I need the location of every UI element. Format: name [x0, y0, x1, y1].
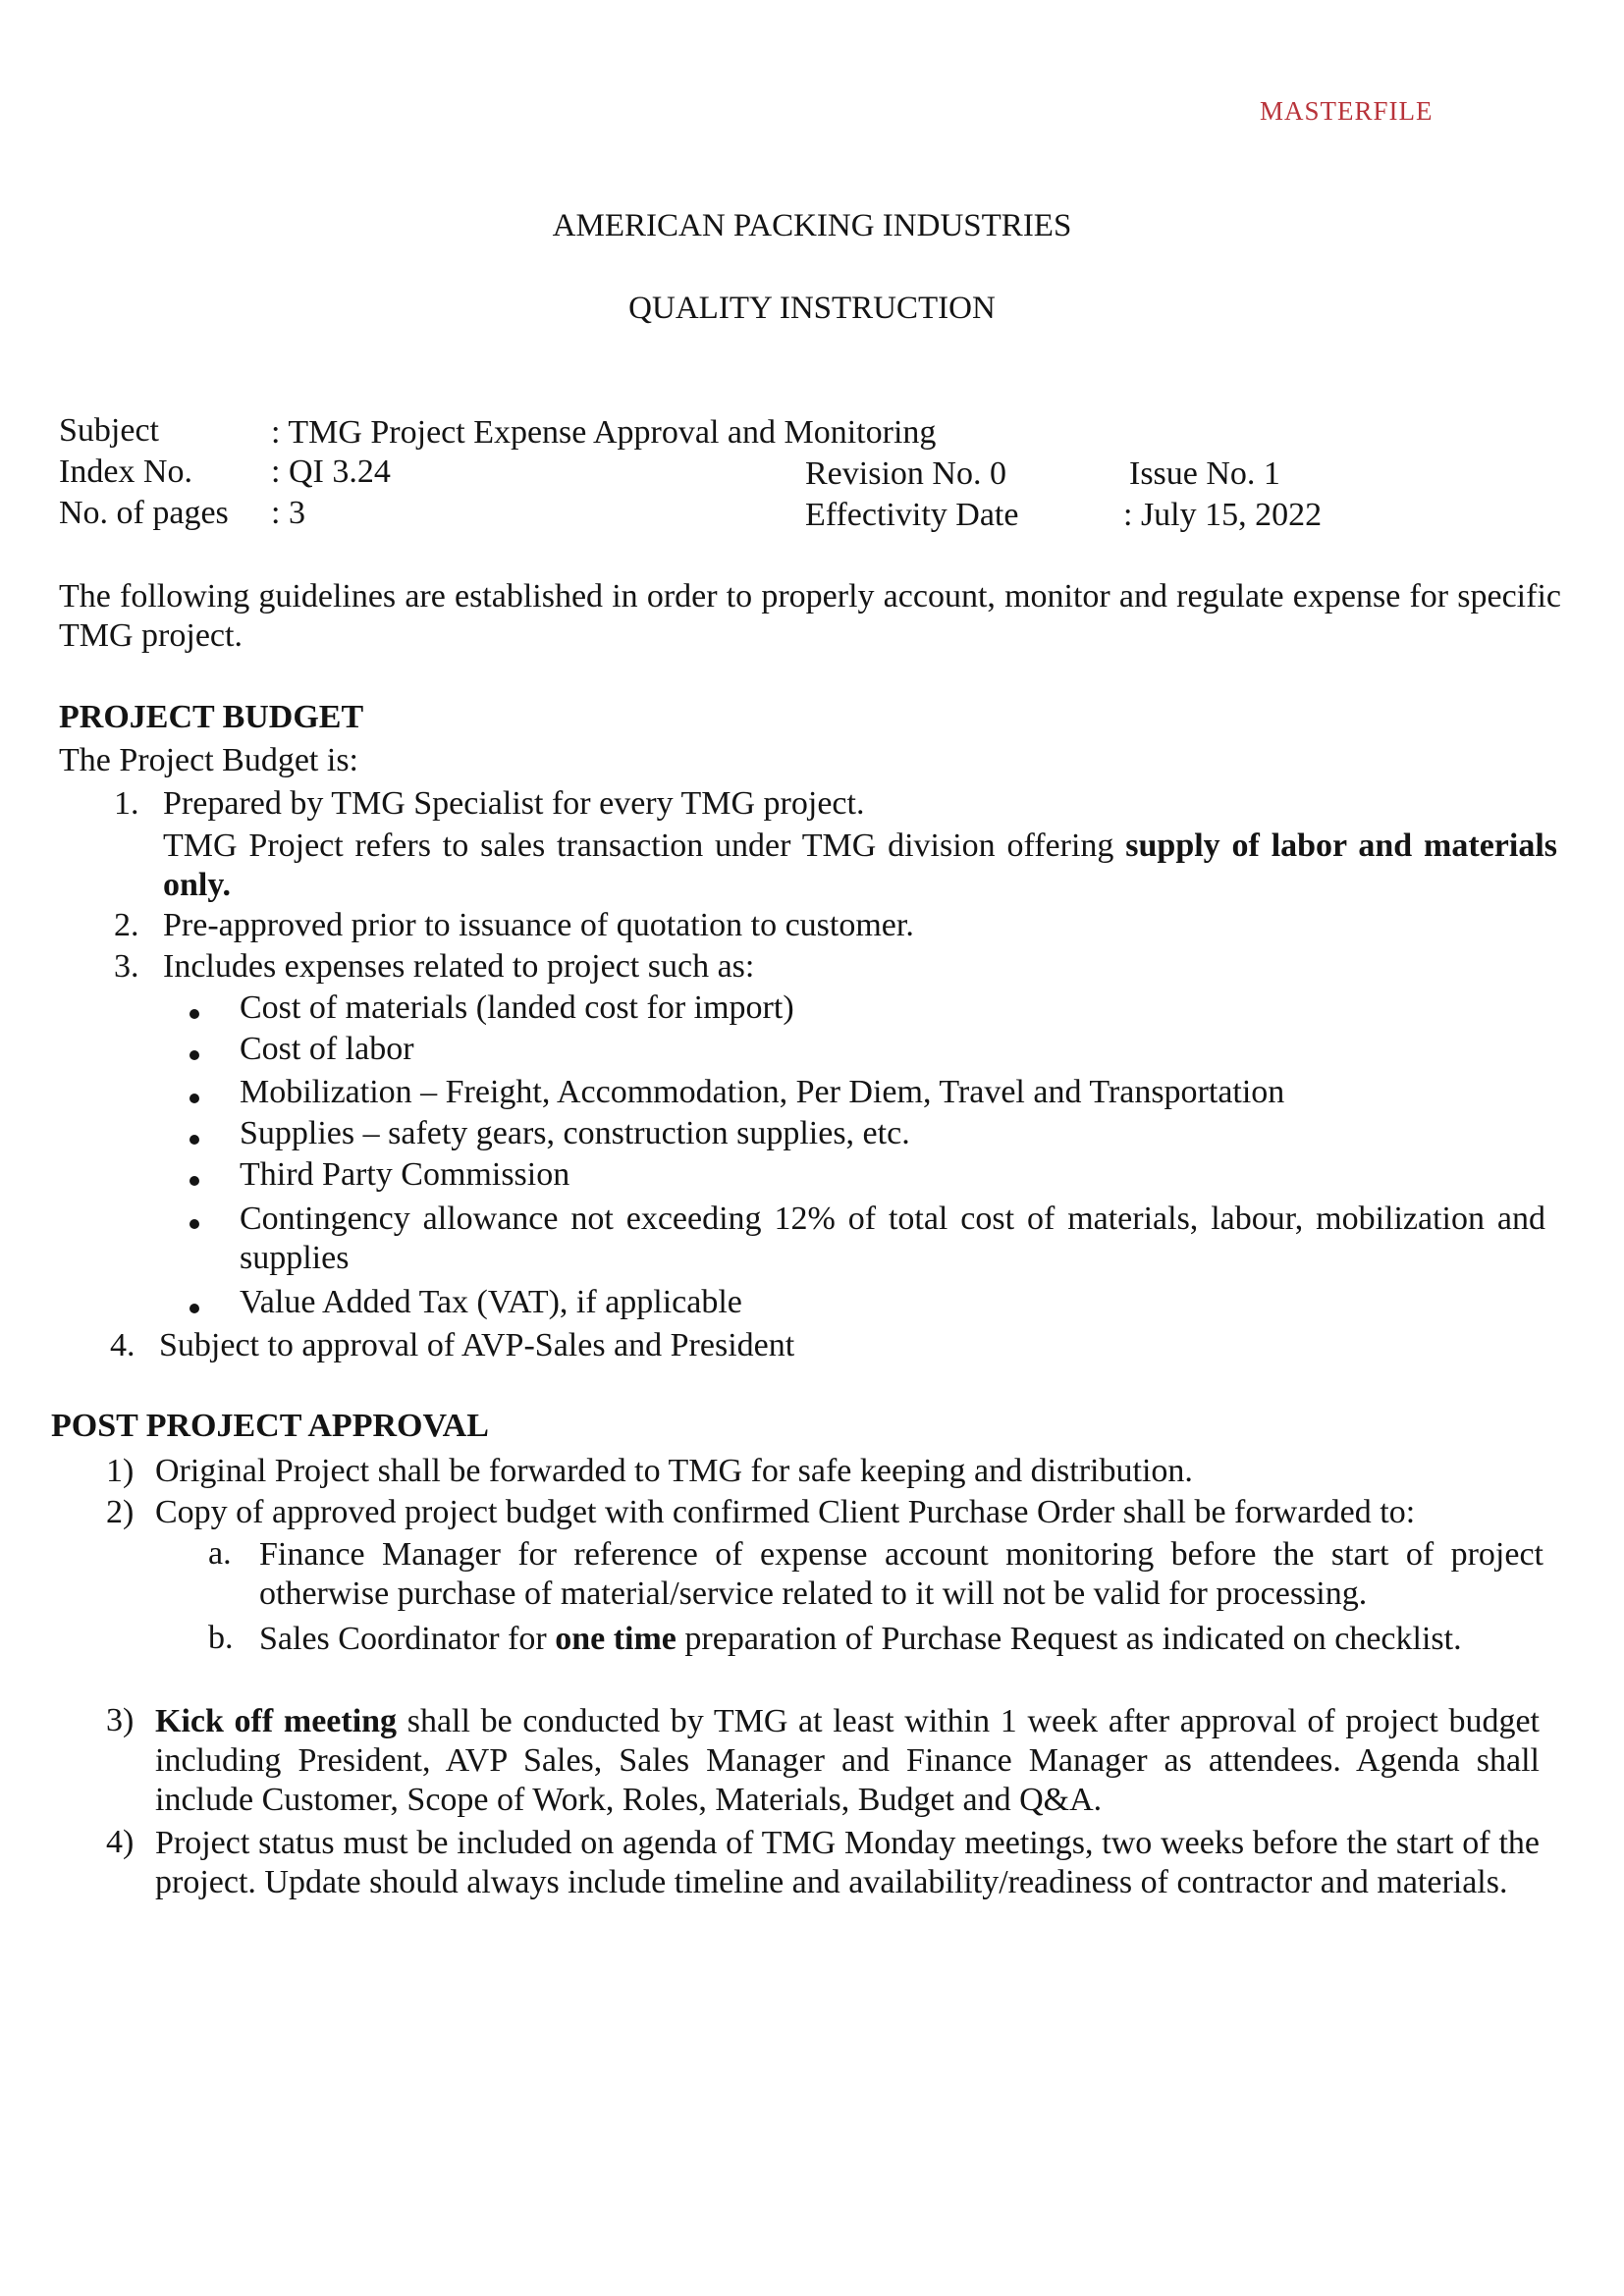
kickoff-meeting-item	[155, 1702, 1540, 1820]
post-item-text: Original Project shall be forwarded to TMG for safe keeping and distribution.	[155, 1453, 1193, 1489]
sub-item-finance: Finance Manager for reference of expense account monitoring before the start of project otherwise purchase of material/service related to it will not be valid for processing.	[259, 1536, 1543, 1612]
index-label: Index No.	[59, 454, 192, 490]
bullet-marker	[189, 1094, 199, 1103]
post-item-text: Project status must be included on agenda of TMG Monday meetings, two weeks before the start of the project. Update should always include timeline and availability/readiness of contractor and materials.	[155, 1825, 1540, 1900]
bullet-marker	[189, 1304, 199, 1313]
masterfile-stamp: MASTERFILE	[1260, 96, 1434, 126]
bullet-marker	[189, 1050, 199, 1060]
budget-item-text: Pre-approved prior to issuance of quotation to customer.	[163, 907, 914, 943]
budget-item-number: 1.	[114, 785, 139, 822]
budget-item-number: 2.	[114, 907, 139, 943]
expense-bullet: Cost of materials (landed cost for import)	[240, 989, 794, 1026]
effectivity-label: Effectivity Date	[805, 497, 1019, 533]
revision-number: Revision No. 0	[805, 455, 1006, 492]
post-item-text: Copy of approved project budget with confirmed Client Purchase Order shall be forwarded to:	[155, 1494, 1416, 1530]
expense-bullet: Mobilization – Freight, Accommodation, Per Diem, Travel and Transportation	[240, 1074, 1285, 1110]
project-budget-heading: PROJECT BUDGET	[59, 699, 364, 735]
post-item-number: 3)	[106, 1702, 135, 1738]
intro-paragraph: The following guidelines are established in order to properly account, monitor and regulate expense for specific TMG project.	[59, 578, 1561, 654]
budget-item-text: Includes expenses related to project such as:	[163, 948, 755, 985]
expense-bullet: Supplies – safety gears, construction supplies, etc.	[240, 1115, 910, 1151]
tmg-project-definition	[163, 827, 1557, 905]
bullet-marker	[189, 1009, 199, 1019]
definition-text: TMG Project refers to sales transaction under TMG division offering	[163, 828, 1126, 864]
sub-item-text: preparation of Purchase Request as indicated on checklist.	[676, 1621, 1462, 1657]
post-project-heading: POST PROJECT APPROVAL	[51, 1408, 489, 1444]
budget-item-number: 4.	[110, 1327, 135, 1363]
expense-bullet: Contingency allowance not exceeding 12% of total cost of materials, labour, mobilization and supplies	[240, 1201, 1545, 1276]
post-item-number: 1)	[106, 1453, 135, 1489]
issue-number: Issue No. 1	[1129, 455, 1280, 492]
post-item-number: 2)	[106, 1494, 135, 1530]
sub-item-emphasis: one time	[555, 1621, 677, 1657]
effectivity-value: : July 15, 2022	[1123, 497, 1323, 533]
pages-label: No. of pages	[59, 495, 229, 531]
expense-bullet: Value Added Tax (VAT), if applicable	[240, 1284, 742, 1320]
kickoff-emphasis: Kick off meeting	[155, 1703, 398, 1739]
expense-bullet: Cost of labor	[240, 1031, 414, 1067]
bullet-marker	[189, 1135, 199, 1145]
pages-value: : 3	[271, 495, 305, 531]
bullet-marker	[189, 1176, 199, 1186]
index-value: : QI 3.24	[271, 454, 391, 490]
expense-bullet: Third Party Commission	[240, 1156, 570, 1193]
sub-item-sales-coordinator	[259, 1620, 1543, 1659]
sub-item-letter: b.	[208, 1620, 234, 1656]
bullet-marker	[189, 1219, 199, 1229]
document-type: QUALITY INSTRUCTION	[628, 291, 996, 326]
budget-item-text: Subject to approval of AVP-Sales and President	[159, 1327, 795, 1363]
sub-item-text: Sales Coordinator for	[259, 1621, 556, 1657]
company-name: AMERICAN PACKING INDUSTRIES	[552, 208, 1072, 243]
subject-value: : TMG Project Expense Approval and Monitoring	[271, 414, 937, 451]
sub-item-letter: a.	[208, 1535, 232, 1572]
definition-emphasis: supply of labor and materials only.	[163, 828, 1557, 903]
budget-item-number: 3.	[114, 948, 139, 985]
subject-label: Subject	[59, 412, 159, 449]
kickoff-text: shall be conducted by TMG at least within 1 week after approval of project budget including President, AVP Sales, Sales Manager and Finance Manager as attendees. Agenda shall include Customer, Scope of Work, Roles, Materials, Budget and Q&A.	[155, 1703, 1540, 1818]
project-budget-lead: The Project Budget is:	[59, 742, 359, 778]
post-item-number: 4)	[106, 1824, 135, 1860]
budget-item-text: Prepared by TMG Specialist for every TMG project.	[163, 785, 865, 822]
